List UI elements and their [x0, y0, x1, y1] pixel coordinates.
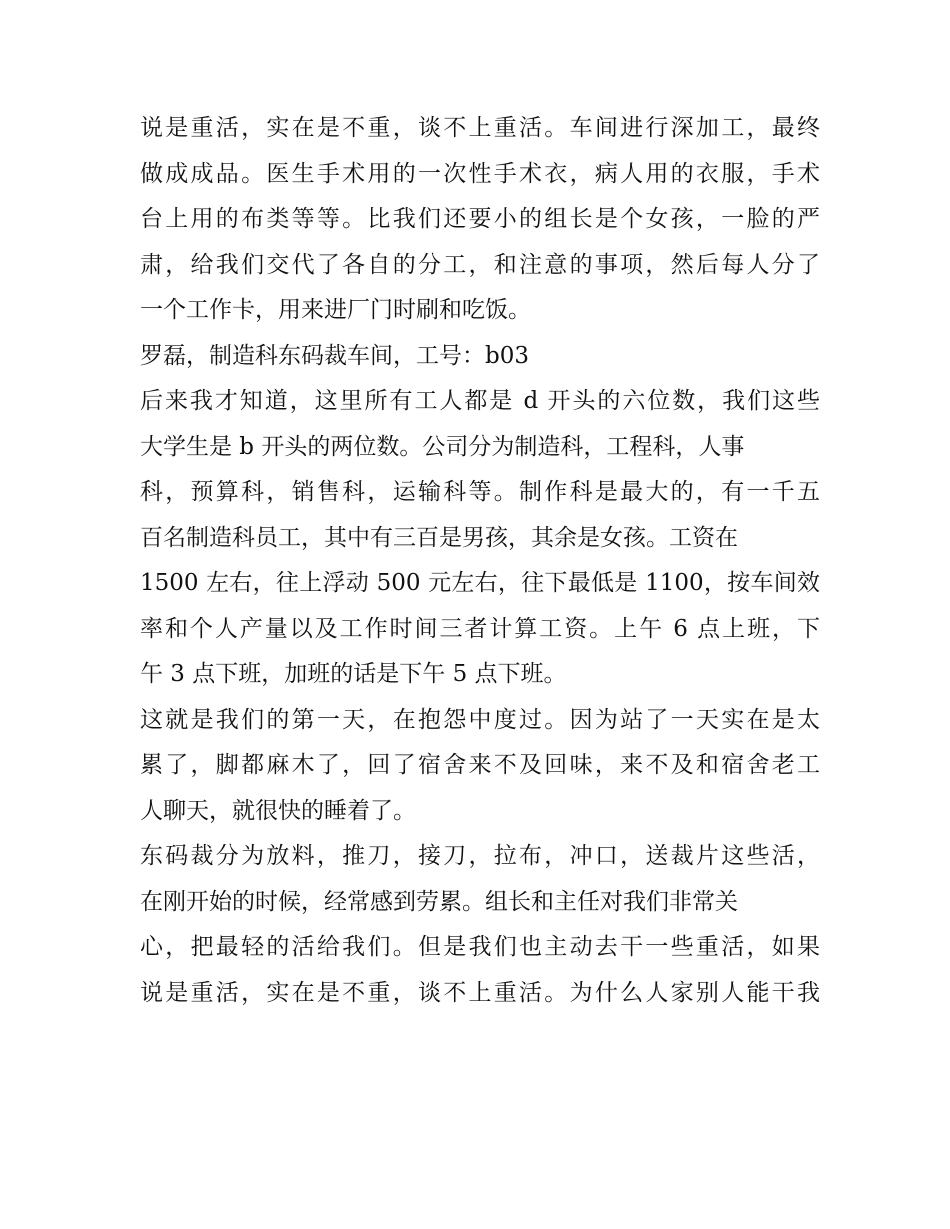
text-line: 后来我才知道，这里所有工人都是 d 开头的六位数，我们这些 — [140, 388, 820, 414]
text-line: 说是重活，实在是不重，谈不上重活。车间进行深加工，最终 — [140, 115, 820, 141]
text-line: 做成成品。医生手术用的一次性手术衣，病人用的衣服，手术 — [140, 160, 820, 187]
text-line: 大学生是 b 开头的两位数。公司分为制造科，工程科，人事 — [140, 433, 745, 460]
text-line: 科，预算科，销售科，运输科等。制作科是最大的，有一千五 — [140, 479, 820, 505]
text-line: 台上用的布类等等。比我们还要小的组长是个女孩，一脸的严 — [140, 206, 820, 232]
text-line: 在刚开始的时候，经常感到劳累。组长和主任对我们非常关 — [140, 888, 738, 915]
text-line: 一个工作卡，用来进厂门时刷和吃饭。 — [140, 297, 531, 323]
document-body — [140, 106, 820, 1016]
text-line: 肃，给我们交代了各自的分工，和注意的事项，然后每人分了 — [140, 251, 820, 278]
text-line: 人聊天，就很快的睡着了。 — [140, 797, 416, 824]
text-line: 罗磊，制造科东码裁车间，工号：b03 — [140, 342, 529, 369]
text-line: 这就是我们的第一天，在抱怨中度过。因为站了一天实在是太 — [140, 706, 820, 733]
text-line: 午 3 点下班，加班的话是下午 5 点下班。 — [140, 661, 567, 687]
text-line: 百名制造科员工，其中有三百是男孩，其余是女孩。工资在 — [140, 524, 738, 551]
text-line: 心，把最轻的活给我们。但是我们也主动去干一些重活，如果 — [140, 934, 820, 960]
text-line: 说是重活，实在是不重，谈不上重活。为什么人家别人能干我 — [140, 979, 820, 1006]
text-line: 累了，脚都麻木了，回了宿舍来不及回味，来不及和宿舍老工 — [140, 752, 820, 778]
text-line: 率和个人产量以及工作时间三者计算工资。上午 6 点上班，下 — [140, 615, 820, 642]
text-line: 1500 左右，往上浮动 500 元左右，往下最低是 1100，按车间效 — [140, 570, 820, 596]
text-line: 东码裁分为放料，推刀，接刀，拉布，冲口，送裁片这些活， — [140, 843, 820, 869]
